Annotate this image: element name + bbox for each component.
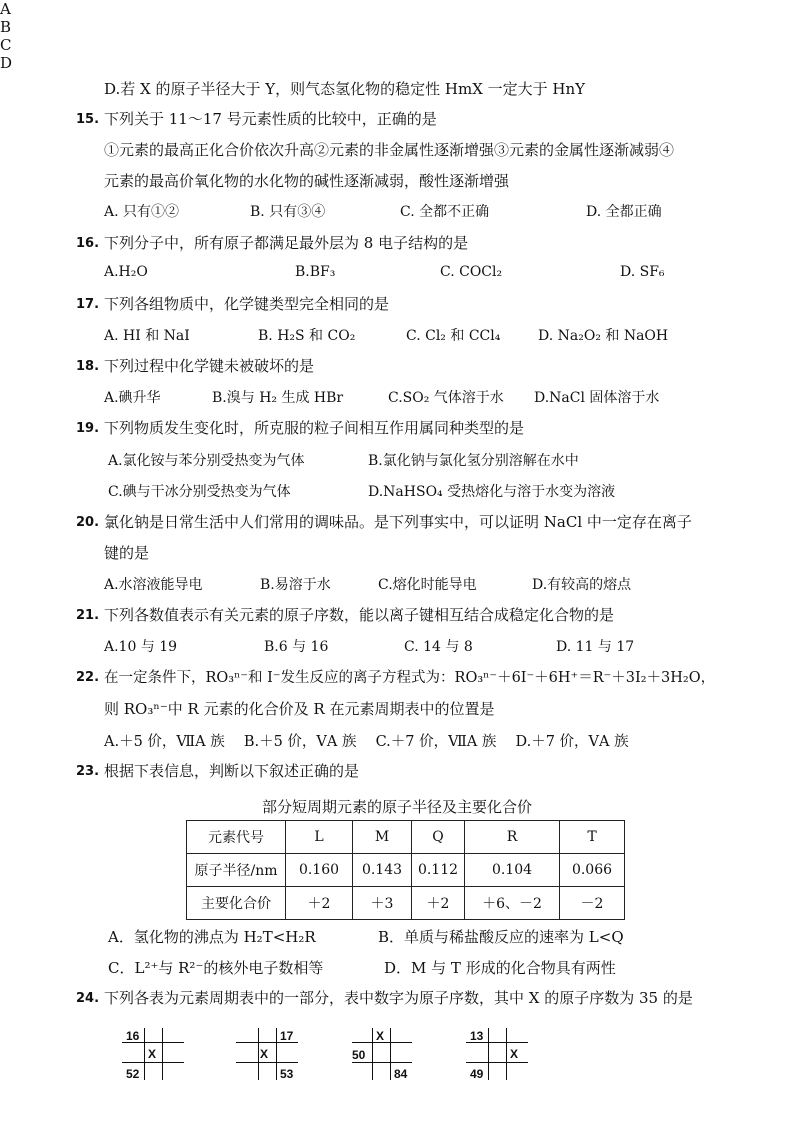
question-15-statements-cont: 元素的最高价氧化物的水化物的碱性逐渐减弱，酸性逐渐增强 [104, 172, 510, 190]
option-d: D.NaHSO₄ 受热熔化与溶于水变为溶液 [368, 484, 616, 500]
atomic-number: 50 [352, 1048, 366, 1062]
table-cell: 主要化合价 [187, 887, 286, 920]
option-a: A. 只有①② [104, 204, 180, 220]
question-22-text-cont: 则 RO₃ⁿ⁻中 R 元素的化合价及 R 在元素周期表中的位置是 [104, 700, 495, 718]
option-a: A. HI 和 NaI [104, 328, 190, 344]
x-marker: X [260, 1047, 269, 1061]
x-marker: X [148, 1047, 157, 1061]
table-row [187, 854, 625, 887]
question-number: 18. [76, 359, 100, 374]
question-number: 21. [76, 608, 100, 623]
option-a: A.碘升华 [104, 390, 161, 406]
question-number: 20. [76, 515, 100, 530]
atomic-number: 16 [126, 1029, 140, 1043]
grid-label: A [0, 0, 11, 18]
table-cell: T [560, 821, 625, 854]
question-number: 15. [76, 112, 100, 127]
periodic-grid-a [122, 1028, 184, 1080]
question-17-text: 下列各组物质中，化学键类型完全相同的是 [104, 295, 390, 313]
option-b: B.易溶于水 [260, 577, 331, 593]
atomic-number: 13 [470, 1029, 484, 1043]
atomic-number: 17 [280, 1029, 294, 1043]
table-cell: 0.160 [286, 854, 353, 887]
table-cell: R [465, 821, 560, 854]
question-18-text: 下列过程中化学键未被破坏的是 [104, 357, 315, 375]
table-cell: Q [412, 821, 465, 854]
table-row [187, 887, 625, 920]
table-cell: ＋3 [353, 887, 412, 920]
option-c: C. Cl₂ 和 CCl₄ [406, 328, 501, 344]
option-d: D．M 与 T 形成的化合物具有两性 [384, 959, 616, 977]
question-20-text: 氯化钠是日常生活中人们常用的调味品。是下列事实中，可以证明 NaCl 中一定存在离子 [104, 513, 692, 531]
question-number: 23. [76, 764, 100, 779]
question-16-text: 下列分子中，所有原子都满足最外层为 8 电子结构的是 [104, 234, 469, 252]
table-cell: M [353, 821, 412, 854]
option-c: C. 14 与 8 [404, 639, 473, 655]
option-b: B.溴与 H₂ 生成 HBr [212, 390, 344, 406]
option-b: B.氯化钠与氯化氢分别溶解在水中 [368, 453, 579, 469]
option-b: B. 只有③④ [250, 204, 326, 220]
question-15-text: 下列关于 11～17 号元素性质的比较中，正确的是 [104, 110, 437, 128]
question-number: 22. [76, 670, 100, 685]
option-d: D.有较高的熔点 [532, 577, 632, 593]
option-b: B. H₂S 和 CO₂ [258, 328, 356, 344]
option-a: A．氢化物的沸点为 H₂T<H₂R [108, 928, 316, 946]
element-table [186, 820, 625, 920]
question-number: 16. [76, 236, 100, 251]
table-cell: 元素代号 [187, 821, 286, 854]
table-cell: 0.112 [412, 854, 465, 887]
x-marker: X [376, 1029, 385, 1043]
question-20-text-cont: 键的是 [104, 544, 150, 562]
option-c: C.SO₂ 气体溶于水 [388, 390, 504, 406]
question-23-text: 根据下表信息，判断以下叙述正确的是 [104, 762, 360, 780]
table-cell: －2 [560, 887, 625, 920]
table-cell: ＋2 [286, 887, 353, 920]
table-cell: 0.143 [353, 854, 412, 887]
periodic-grid-c [352, 1028, 412, 1080]
question-22-text: 在一定条件下，RO₃ⁿ⁻和 I⁻发生反应的离子方程式为：RO₃ⁿ⁻＋6I⁻＋6H⁺＝R⁻＋3I₂＋3H₂O， [104, 670, 716, 686]
option-line: D.若 X 的原子半径大于 Y，则气态氢化物的稳定性 HmX 一定大于 HnY [104, 80, 586, 98]
option-a: A.氯化铵与苯分别受热变为气体 [108, 453, 305, 469]
atomic-number: 49 [470, 1067, 484, 1081]
question-19-text: 下列物质发生变化时，所克服的粒子间相互作用属同种类型的是 [104, 419, 525, 437]
option-c: C. 全都不正确 [400, 204, 490, 220]
option-c: C．L²⁺与 R²⁻的核外电子数相等 [108, 959, 324, 977]
question-number: 19. [76, 421, 100, 436]
table-row [187, 821, 625, 854]
option-a: A.10 与 19 [104, 639, 178, 655]
atomic-number: 53 [280, 1067, 294, 1081]
table-cell: 原子半径/nm [187, 854, 286, 887]
table-cell: L [286, 821, 353, 854]
question-15-statements: ①元素的最高正化合价依次升高②元素的非金属性逐渐增强③元素的金属性逐渐减弱④ [104, 141, 675, 159]
grid-label: B [0, 18, 12, 36]
table-caption: 部分短周期元素的原子半径及主要化合价 [261, 798, 532, 816]
table-cell: 0.104 [465, 854, 560, 887]
question-24-text: 下列各表为元素周期表中的一部分，表中数字为原子序数，其中 X 的原子序数为 35 的是 [104, 989, 693, 1007]
atomic-number: 52 [126, 1067, 140, 1081]
question-22-options: A.＋5 价，ⅦA 族 B.＋5 价，ⅤA 族 C.＋7 价，ⅦA 族 D.＋7 价，ⅤA 族 [104, 734, 629, 750]
option-a: A.H₂O [104, 264, 148, 280]
option-d: D. SF₆ [620, 264, 665, 280]
option-b: B．单质与稀盐酸反应的速率为 L<Q [378, 928, 624, 946]
option-c: C.熔化时能导电 [378, 577, 477, 593]
table-cell: ＋2 [412, 887, 465, 920]
periodic-grid-d [466, 1028, 528, 1080]
question-21-text: 下列各数值表示有关元素的原子序数，能以离子键相互结合成稳定化合物的是 [104, 606, 615, 624]
grid-label: C [0, 36, 12, 54]
option-a: A.水溶液能导电 [104, 577, 203, 593]
option-c: C.碘与干冰分别受热变为气体 [108, 484, 291, 500]
periodic-grid-b [236, 1028, 298, 1080]
option-c: C. COCl₂ [440, 264, 503, 280]
option-d: D. 全都正确 [586, 204, 662, 220]
question-number: 24. [76, 991, 100, 1006]
grid-label: D [0, 54, 13, 72]
option-d: D.NaCl 固体溶于水 [534, 390, 660, 406]
table-cell: ＋6、－2 [465, 887, 560, 920]
option-b: B.BF₃ [295, 264, 336, 280]
atomic-number: 84 [394, 1067, 408, 1081]
question-number: 17. [76, 297, 100, 312]
option-d: D. Na₂O₂ 和 NaOH [538, 328, 669, 344]
option-d: D. 11 与 17 [556, 639, 635, 655]
option-b: B.6 与 16 [264, 639, 329, 655]
table-cell: 0.066 [560, 854, 625, 887]
x-marker: X [510, 1047, 519, 1061]
